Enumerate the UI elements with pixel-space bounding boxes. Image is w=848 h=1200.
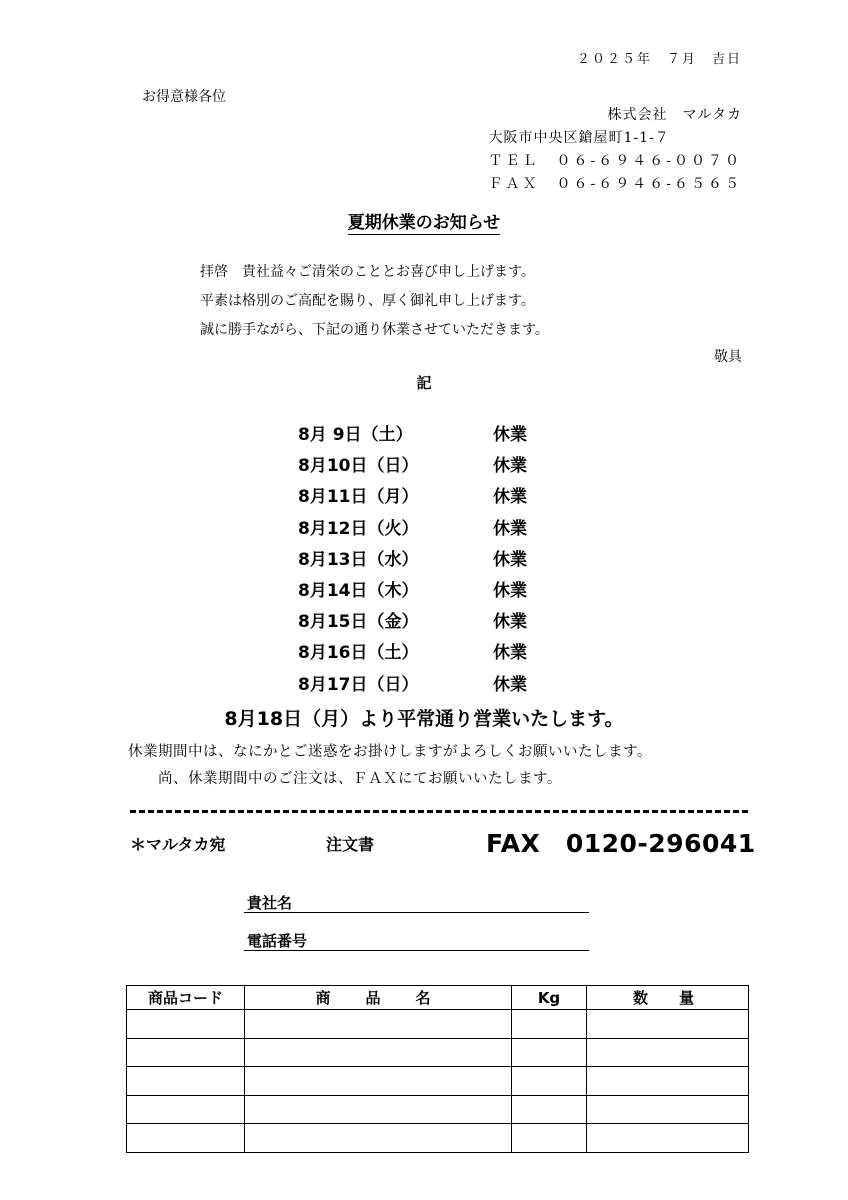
header-quantity: 数 量 xyxy=(587,986,749,1010)
greeting xyxy=(200,258,549,345)
closure-status: 休業 xyxy=(493,456,527,477)
closure-date: 8月13日（水） xyxy=(298,549,419,570)
closure-status: 休業 xyxy=(493,674,527,695)
closure-status: 休業 xyxy=(493,643,527,664)
fax-order-note: 尚、休業期間中のご注文は、ＦＡＸにてお願いいたします。 xyxy=(158,771,562,787)
kg-cell[interactable] xyxy=(512,1095,587,1124)
closure-status: 休業 xyxy=(493,425,527,445)
closure-status: 休業 xyxy=(493,580,527,601)
closure-list xyxy=(298,420,527,701)
company-name-label: 貴社名 xyxy=(247,894,293,912)
notice-title: 夏期休業のお知らせ xyxy=(347,213,501,233)
recipient: お得意様各位 xyxy=(142,89,226,105)
cut-line-divider xyxy=(130,810,748,813)
product-name-cell[interactable] xyxy=(245,1038,512,1067)
quantity-cell[interactable] xyxy=(587,1124,749,1153)
table-row xyxy=(127,1095,749,1124)
header-product-name: 商 品 名 xyxy=(245,986,512,1010)
closure-date: 8月14日（木） xyxy=(298,580,419,601)
resume-notice: 8月18日（月）より平常通り営業いたします。 xyxy=(224,708,624,730)
notice-title-wrap xyxy=(0,208,848,233)
closure-status: 休業 xyxy=(493,487,527,508)
closure-date: 8月16日（土） xyxy=(298,643,419,664)
product-name-cell[interactable] xyxy=(245,1067,512,1096)
closure-date: 8月15日（金） xyxy=(298,612,419,633)
company-tel: ＴＥＬ ０６-６９４６-００７０ xyxy=(488,153,742,169)
closure-row xyxy=(298,451,527,482)
closure-row xyxy=(298,670,527,701)
table-row xyxy=(127,1010,749,1039)
table-row xyxy=(127,1067,749,1096)
kg-cell[interactable] xyxy=(512,1124,587,1153)
product-name-cell[interactable] xyxy=(245,1010,512,1039)
quantity-cell[interactable] xyxy=(587,1095,749,1124)
company-name-field[interactable] xyxy=(244,892,589,913)
closure-row xyxy=(298,607,527,638)
product-name-cell[interactable] xyxy=(245,1095,512,1124)
closure-status: 休業 xyxy=(493,549,527,570)
closure-date: 8月11日（月） xyxy=(298,487,419,508)
quantity-cell[interactable] xyxy=(587,1067,749,1096)
document-date: ２０２５年 ７月 吉日 xyxy=(576,52,742,67)
sender-block xyxy=(489,104,742,196)
closure-row xyxy=(298,545,527,576)
closure-date: 8月17日（日） xyxy=(298,674,419,695)
order-table-header xyxy=(127,986,749,1010)
table-row xyxy=(127,1038,749,1067)
closing: 敬具 xyxy=(714,349,742,365)
company-address: 大阪市中央区鎗屋町1-1-７ xyxy=(488,130,670,146)
order-form-title: 注文書 xyxy=(326,835,375,854)
product-code-cell[interactable] xyxy=(127,1038,245,1067)
closure-row xyxy=(298,420,527,451)
order-fax-number: FAX 0120-296041 xyxy=(486,829,756,858)
apology-note: 休業期間中は、なにかとご迷惑をお掛けしますがよろしくお願いいたします。 xyxy=(128,744,652,760)
closure-row xyxy=(298,482,527,513)
kg-cell[interactable] xyxy=(512,1010,587,1039)
kg-cell[interactable] xyxy=(512,1067,587,1096)
company-name: 株式会社 マルタカ xyxy=(607,107,742,123)
product-code-cell[interactable] xyxy=(127,1124,245,1153)
closure-row xyxy=(298,514,527,545)
product-code-cell[interactable] xyxy=(127,1010,245,1039)
order-form-recipient: ＊マルタカ宛 xyxy=(130,835,226,854)
order-table xyxy=(126,985,749,1153)
company-fax: ＦＡＸ ０６-６９４６-６５６５ xyxy=(488,176,742,192)
phone-number-label: 電話番号 xyxy=(247,932,308,950)
product-code-cell[interactable] xyxy=(127,1067,245,1096)
quantity-cell[interactable] xyxy=(587,1038,749,1067)
product-code-cell[interactable] xyxy=(127,1095,245,1124)
closure-date: 8月12日（火） xyxy=(298,518,419,539)
header-product-code: 商品コード xyxy=(127,986,245,1010)
quantity-cell[interactable] xyxy=(587,1010,749,1039)
closure-status: 休業 xyxy=(493,518,527,539)
closure-date: 8月10日（日） xyxy=(298,456,419,477)
closure-date: 8月 9日（土） xyxy=(298,425,413,445)
greeting-line: 誠に勝手ながら、下記の通り休業させていただきます。 xyxy=(200,322,549,338)
closure-row xyxy=(298,576,527,607)
greeting-line: 平素は格別のご高配を賜り、厚く御礼申し上げます。 xyxy=(200,293,535,309)
kg-cell[interactable] xyxy=(512,1038,587,1067)
greeting-line: 拝啓 貴社益々ご清栄のこととお喜び申し上げます。 xyxy=(200,264,535,280)
ki-heading: 記 xyxy=(416,374,432,392)
closure-status: 休業 xyxy=(493,612,527,633)
table-row xyxy=(127,1124,749,1153)
phone-number-field[interactable] xyxy=(244,930,589,951)
header-kg: Kg xyxy=(512,986,587,1010)
closure-row xyxy=(298,638,527,669)
product-name-cell[interactable] xyxy=(245,1124,512,1153)
